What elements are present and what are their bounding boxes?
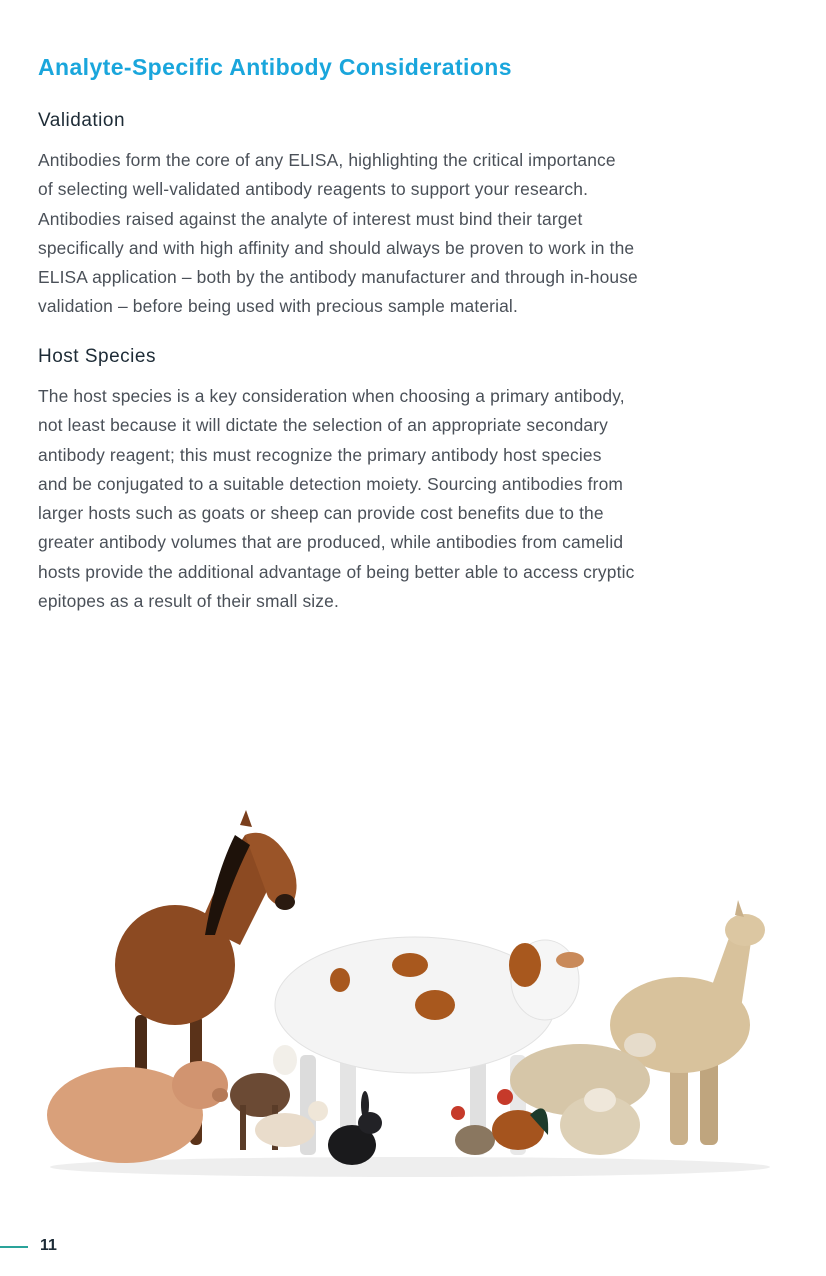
host-animals-illustration <box>40 805 780 1185</box>
body-line: Antibodies raised against the analyte of interest must bind their target <box>38 208 583 229</box>
page-title: Analyte-Specific Antibody Considerations <box>38 54 512 80</box>
alpaca-illustration <box>610 900 765 1145</box>
body-line: and be conjugated to a suitable detection moiety. Sourcing antibodies from <box>38 473 624 494</box>
body-line: Antibodies form the core of any ELISA, highlighting the critical importance <box>38 150 616 170</box>
section-heading-validation: Validation <box>38 110 126 131</box>
page-number: 11 <box>40 1237 57 1254</box>
body-line: ELISA application – both by the antibody manufacturer and through in-house <box>38 267 638 288</box>
body-line: hosts provide the additional advantage of being better able to access cryptic <box>38 561 635 582</box>
section-body-validation <box>38 146 798 322</box>
body-line: larger hosts such as goats or sheep can provide cost benefits due to the <box>38 503 604 524</box>
body-line: antibody reagent; this must recognize the primary antibody host species <box>38 444 602 465</box>
body-line: epitopes as a result of their small size. <box>38 591 339 612</box>
ground-shadow <box>50 1157 770 1177</box>
footer-rule <box>0 1246 28 1248</box>
pig-illustration <box>47 1061 228 1163</box>
section-body-host-species <box>38 382 798 616</box>
body-line: specifically and with high affinity and should always be proven to work in the <box>38 237 635 258</box>
body-line: of selecting well-validated antibody reagents to support your research. <box>38 179 589 200</box>
body-line: The host species is a key consideration when choosing a primary antibody, <box>38 386 625 406</box>
body-line: greater antibody volumes that are produced, while antibodies from camelid <box>38 532 624 553</box>
body-line: validation – before being used with precious sample material. <box>38 296 518 317</box>
section-heading-host-species: Host Species <box>38 346 156 367</box>
body-line: not least because it will dictate the selection of an appropriate secondary <box>38 415 609 436</box>
